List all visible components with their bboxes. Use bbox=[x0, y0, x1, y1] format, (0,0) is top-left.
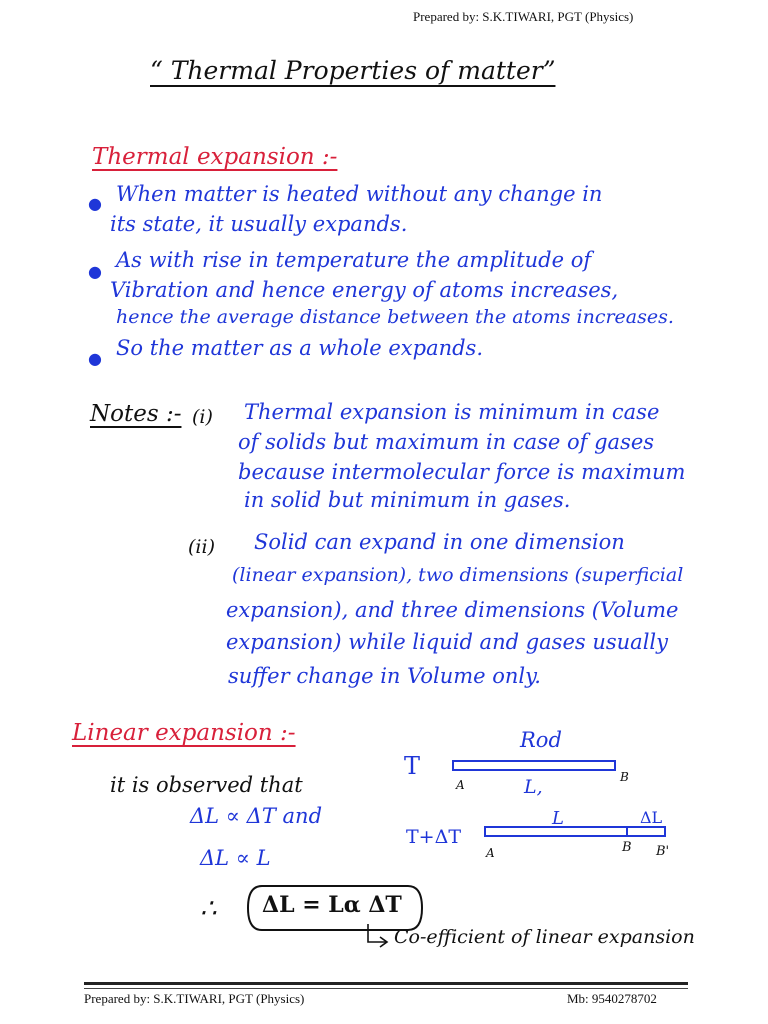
note-2-line-3: expansion), and three dimensions (Volume bbox=[226, 598, 679, 622]
note-2-line-4: expansion) while liquid and gases usually bbox=[226, 630, 668, 654]
rod-initial-end-a: A bbox=[456, 778, 465, 792]
note-2-line-1: Solid can expand in one dimension bbox=[254, 530, 625, 554]
rod-initial-end-b: B bbox=[620, 770, 629, 784]
notes-label: Notes :- bbox=[90, 401, 182, 427]
bullet-1-line-2: its state, it usually expands. bbox=[110, 212, 408, 236]
note-2-number: (ii) bbox=[188, 536, 215, 558]
bullet-1-line-1: When matter is heated without any change in bbox=[116, 182, 603, 206]
note-2-line-5: suffer change in Volume only. bbox=[228, 664, 541, 688]
footer-mobile: Mb: 9540278702 bbox=[567, 991, 657, 1006]
delta-l-label: ΔL bbox=[640, 808, 663, 827]
footer-prepared-by: Prepared by: S.K.TIWARI, PGT (Physics) bbox=[84, 991, 305, 1006]
page-title: “ Thermal Properties of matter” bbox=[150, 56, 556, 85]
bullet-2-line-2: Vibration and hence energy of atoms increases, bbox=[110, 278, 619, 302]
note-1-line-3: because intermolecular force is maximum bbox=[238, 460, 686, 484]
rod-heated-end-b-prime: B' bbox=[656, 844, 670, 859]
bullet-dot: ● bbox=[88, 262, 102, 281]
rod-heated-divider bbox=[626, 826, 628, 837]
rod-heated-end-a: A bbox=[486, 846, 495, 860]
bullet-2-line-3: hence the average distance between the atoms increases. bbox=[116, 306, 674, 328]
note-1-line-1: Thermal expansion is minimum in case bbox=[244, 400, 660, 424]
temperature-t: T bbox=[404, 752, 421, 780]
coefficient-label: Co-efficient of linear expansion bbox=[394, 926, 695, 948]
relation-1: ΔL ∝ ΔT and bbox=[190, 804, 323, 828]
formula-delta-l: ΔL = Lα ΔT bbox=[262, 892, 402, 918]
rod-label: Rod bbox=[520, 728, 562, 752]
section-heading-thermal-expansion: Thermal expansion :- bbox=[92, 144, 338, 170]
rod-initial-length: L, bbox=[524, 776, 543, 798]
bullet-3-line-1: So the matter as a whole expands. bbox=[116, 336, 484, 360]
note-1-number: (i) bbox=[192, 406, 213, 428]
rod-initial bbox=[452, 760, 616, 771]
therefore-symbol: ∴ bbox=[200, 894, 217, 924]
note-2-line-2: (linear expansion), two dimensions (superficial bbox=[232, 564, 684, 586]
bullet-2-line-1: As with rise in temperature the amplitude of bbox=[116, 248, 592, 272]
footer-rule-thin bbox=[84, 988, 688, 989]
bullet-dot: ● bbox=[88, 349, 102, 368]
section-heading-linear-expansion: Linear expansion :- bbox=[72, 720, 296, 746]
note-1-line-2: of solids but maximum in case of gases bbox=[238, 430, 655, 454]
rod-heated bbox=[484, 826, 666, 837]
rod-heated-end-b: B bbox=[622, 840, 632, 855]
length-l: L bbox=[552, 808, 564, 829]
temperature-t-plus-delta: T+ΔT bbox=[406, 826, 461, 848]
bullet-dot: ● bbox=[88, 194, 102, 213]
footer-rule bbox=[84, 982, 688, 985]
note-1-line-4: in solid but minimum in gases. bbox=[244, 488, 571, 512]
relation-2: ΔL ∝ L bbox=[200, 846, 271, 870]
header-prepared-by: Prepared by: S.K.TIWARI, PGT (Physics) bbox=[413, 9, 634, 24]
observed-text: it is observed that bbox=[110, 773, 303, 797]
